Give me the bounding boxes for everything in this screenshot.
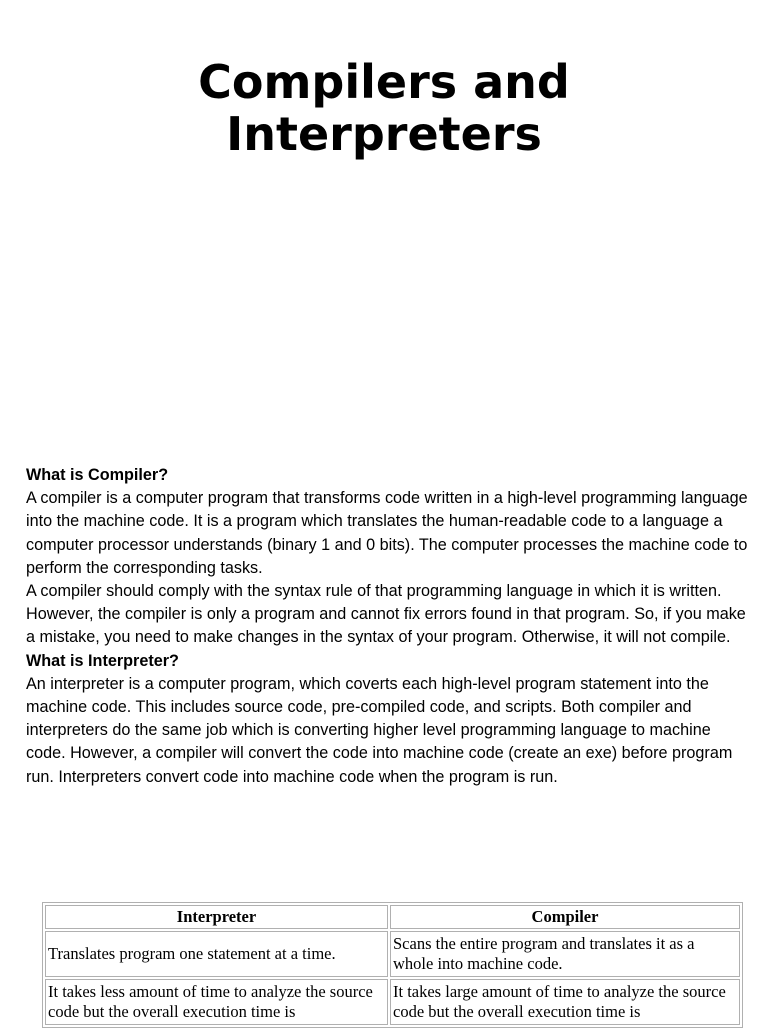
page-title-line-2: Interpreters (226, 107, 542, 161)
document-body (26, 464, 748, 789)
table-cell: It takes less amount of time to analyze the source code but the overall execution time is (45, 979, 388, 1025)
page-title-line-1: Compilers and (198, 55, 570, 109)
table-cell: Scans the entire program and translates it as a whole into machine code. (390, 931, 740, 977)
table-cell: It takes large amount of time to analyze the source code but the overall execution time is (390, 979, 740, 1025)
column-header-compiler: Compiler (390, 905, 740, 929)
page-title (0, 56, 768, 160)
compiler-heading: What is Compiler? (26, 466, 169, 484)
interpreter-paragraph: An interpreter is a computer program, which coverts each high-level program statement into the machine code. This includes source code, pre-compiled code, and scripts. Both compiler and interpreters do the same job which is converting higher level programming language to machine code. However, a compiler will convert the code into machine code (create an exe) before program run. Interpreters convert code into machine code when the program is run. (26, 674, 733, 786)
table-row (45, 979, 740, 1025)
compiler-paragraph-2: A compiler should comply with the syntax rule of that programming language in which it is written. However, the compiler is only a program and cannot fix errors found in that program. So, if you make a mistake, you need to make changes in the syntax of your program. Otherwise, it will not compile. (26, 582, 746, 647)
table-header-row (45, 905, 740, 929)
interpreter-heading: What is Interpreter? (26, 651, 179, 670)
table-cell: Translates program one statement at a time. (45, 931, 388, 977)
comparison-table (42, 902, 743, 1028)
compiler-paragraph-1: A compiler is a computer program that transforms code written in a high-level programming language into the machine code. It is a program which translates the human-readable code to a language a computer processor understands (binary 1 and 0 bits). The computer processes the machine code to perform the corresponding tasks. (26, 489, 748, 577)
table-row (45, 931, 740, 977)
column-header-interpreter: Interpreter (45, 905, 388, 929)
